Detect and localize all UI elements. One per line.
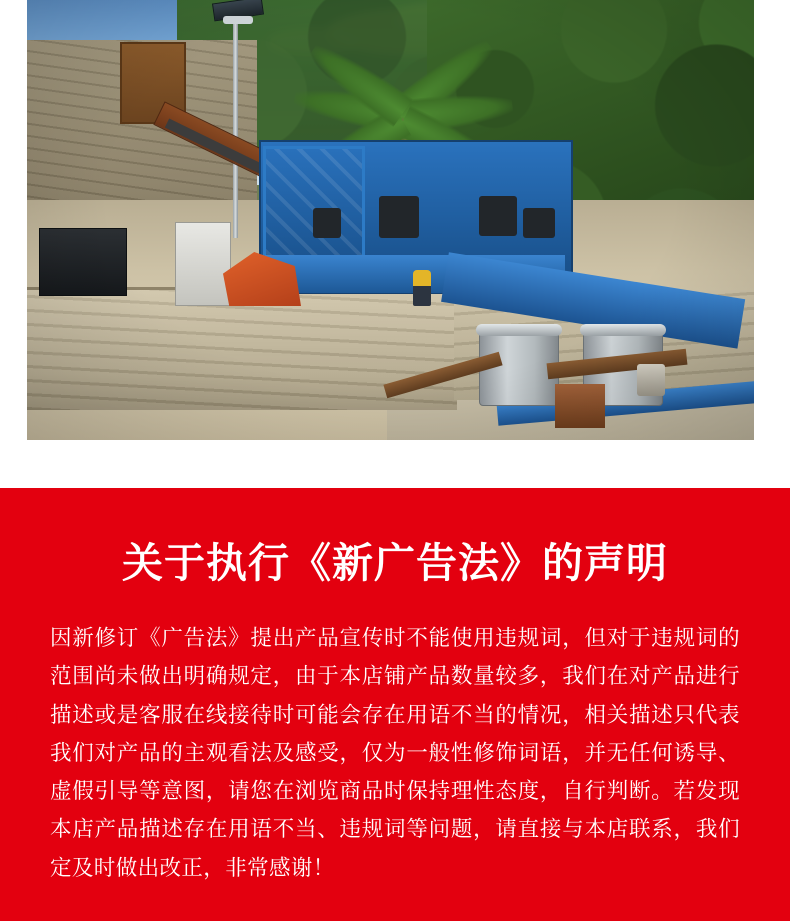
advertising-law-statement	[0, 488, 790, 921]
statement-body: 因新修订《广告法》提出产品宣传时不能使用违规词，但对于违规词的范围尚未做出明确规定，由于本店铺产品数量较多，我们在对产品进行描述或是客服在线接待时可能会存在用语不当的情况，相关描述只代表我们对产品的主观看法及感受，仅为一般性修饰词语，并无任何诱导、虚假引导等意图，请您在浏览商品时保持理性态度，自行判断。若发现本店产品描述存在用语不当、违规词等问题，请直接与本店联系，我们定及时做出改正，非常感谢！	[50, 626, 740, 881]
statement-title: 关于执行《新广告法》的声明	[122, 539, 668, 587]
photo-vignette	[27, 0, 754, 440]
site-photo	[27, 0, 754, 440]
site-photo-image	[27, 0, 754, 440]
